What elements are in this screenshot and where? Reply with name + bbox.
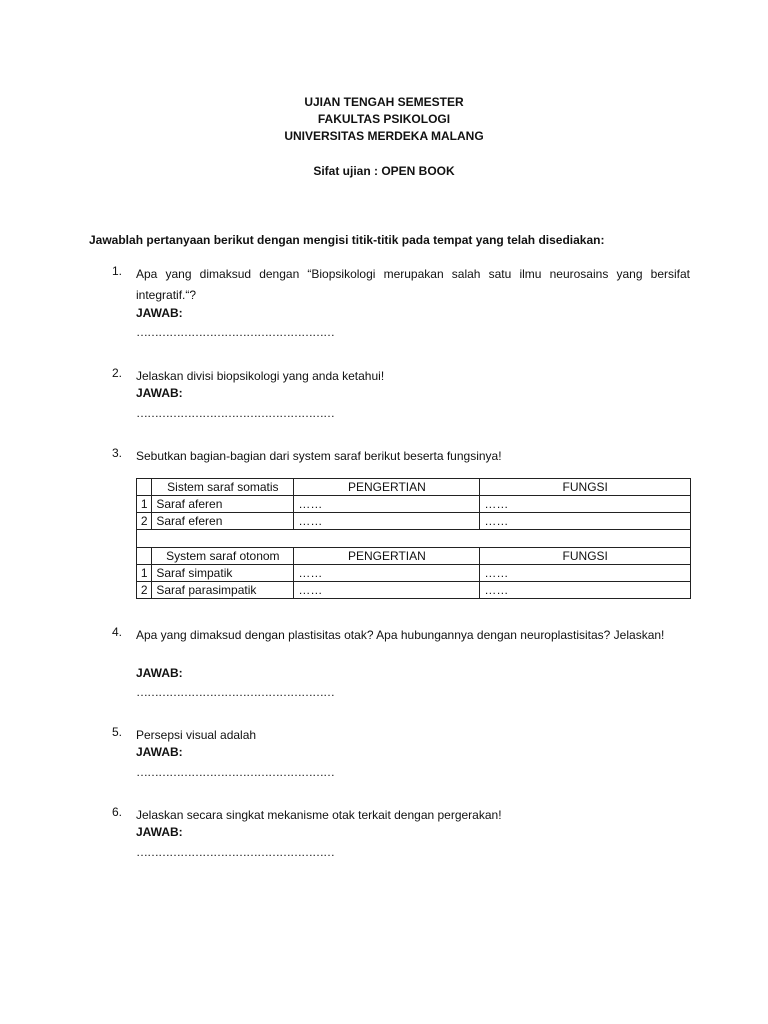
- row-number: 1: [137, 496, 152, 513]
- row-name: Saraf parasimpatik: [152, 582, 294, 599]
- answer-blank[interactable]: ………………………………………………: [136, 325, 334, 339]
- table-cell: [137, 548, 152, 565]
- pengertian-blank[interactable]: ……: [294, 565, 480, 582]
- autonomic-header: System saraf otonom: [152, 548, 294, 565]
- fungsi-blank[interactable]: ……: [480, 565, 691, 582]
- fungsi-blank[interactable]: ……: [480, 496, 691, 513]
- table-spacer-row: [137, 530, 691, 548]
- question-5: [112, 725, 692, 785]
- answer-blank[interactable]: ………………………………………………: [136, 685, 334, 699]
- exam-type: Sifat ujian : OPEN BOOK: [313, 164, 455, 178]
- table-row: [137, 513, 691, 530]
- row-name: Saraf eferen: [152, 513, 294, 530]
- question-text: Sebutkan bagian-bagian dari system saraf berikut beserta fungsinya!: [136, 449, 502, 463]
- fungsi-blank[interactable]: ……: [480, 582, 691, 599]
- table-row: [137, 565, 691, 582]
- row-name: Saraf simpatik: [152, 565, 294, 582]
- table-cell: [137, 479, 152, 496]
- answer-label: JAWAB:: [136, 825, 183, 839]
- answer-label: JAWAB:: [136, 666, 183, 680]
- question-text: Persepsi visual adalah: [136, 728, 257, 742]
- question-text: Apa yang dimaksud dengan “Biopsikologi merupakan salah satu ilmu neurosains yang bersifat integratif.“?: [136, 267, 690, 302]
- answer-label: JAWAB:: [136, 306, 183, 320]
- pengertian-blank[interactable]: ……: [294, 496, 480, 513]
- question-6: [112, 805, 692, 865]
- spacer-cell: [137, 530, 691, 548]
- row-number: 2: [137, 582, 152, 599]
- header-line-1: UJIAN TENGAH SEMESTER: [304, 95, 464, 109]
- question-number: 4.: [112, 625, 123, 639]
- answer-blank[interactable]: ………………………………………………: [136, 406, 334, 420]
- question-4: [112, 625, 692, 705]
- answer-blank[interactable]: ………………………………………………: [136, 845, 334, 859]
- question-number: 2.: [112, 366, 123, 380]
- nervous-system-table: [136, 478, 691, 599]
- pengertian-blank[interactable]: ……: [294, 513, 480, 530]
- table-row: [137, 496, 691, 513]
- row-name: Saraf aferen: [152, 496, 294, 513]
- pengertian-header: PENGERTIAN: [294, 479, 480, 496]
- fungsi-header: FUNGSI: [480, 479, 691, 496]
- question-text: Jelaskan divisi biopsikologi yang anda ketahui!: [136, 369, 385, 383]
- row-number: 1: [137, 565, 152, 582]
- table-header-row: [137, 548, 691, 565]
- question-text: Apa yang dimaksud dengan plastisitas otak? Apa hubungannya dengan neuroplastisitas? Jelaskan!: [136, 628, 665, 642]
- table-row: [137, 582, 691, 599]
- fungsi-header: FUNGSI: [480, 548, 691, 565]
- header-line-2: FAKULTAS PSIKOLOGI: [317, 112, 451, 126]
- question-text: Jelaskan secara singkat mekanisme otak terkait dengan pergerakan!: [136, 808, 502, 822]
- question-2: [112, 366, 692, 426]
- question-number: 1.: [112, 264, 123, 278]
- answer-label: JAWAB:: [136, 745, 183, 759]
- question-number: 3.: [112, 446, 123, 460]
- fungsi-blank[interactable]: ……: [480, 513, 691, 530]
- question-number: 6.: [112, 805, 123, 819]
- row-number: 2: [137, 513, 152, 530]
- answer-blank[interactable]: ………………………………………………: [136, 765, 334, 779]
- question-3: [112, 446, 692, 468]
- question-1: [112, 264, 692, 344]
- table-header-row: [137, 479, 691, 496]
- answer-label: JAWAB:: [136, 386, 183, 400]
- header-line-3: UNIVERSITAS MERDEKA MALANG: [284, 129, 484, 143]
- question-number: 5.: [112, 725, 123, 739]
- pengertian-blank[interactable]: ……: [294, 582, 480, 599]
- pengertian-header: PENGERTIAN: [294, 548, 480, 565]
- somatic-header: Sistem saraf somatis: [152, 479, 294, 496]
- instruction: Jawablah pertanyaan berikut dengan mengisi titik-titik pada tempat yang telah disediakan:: [89, 233, 605, 247]
